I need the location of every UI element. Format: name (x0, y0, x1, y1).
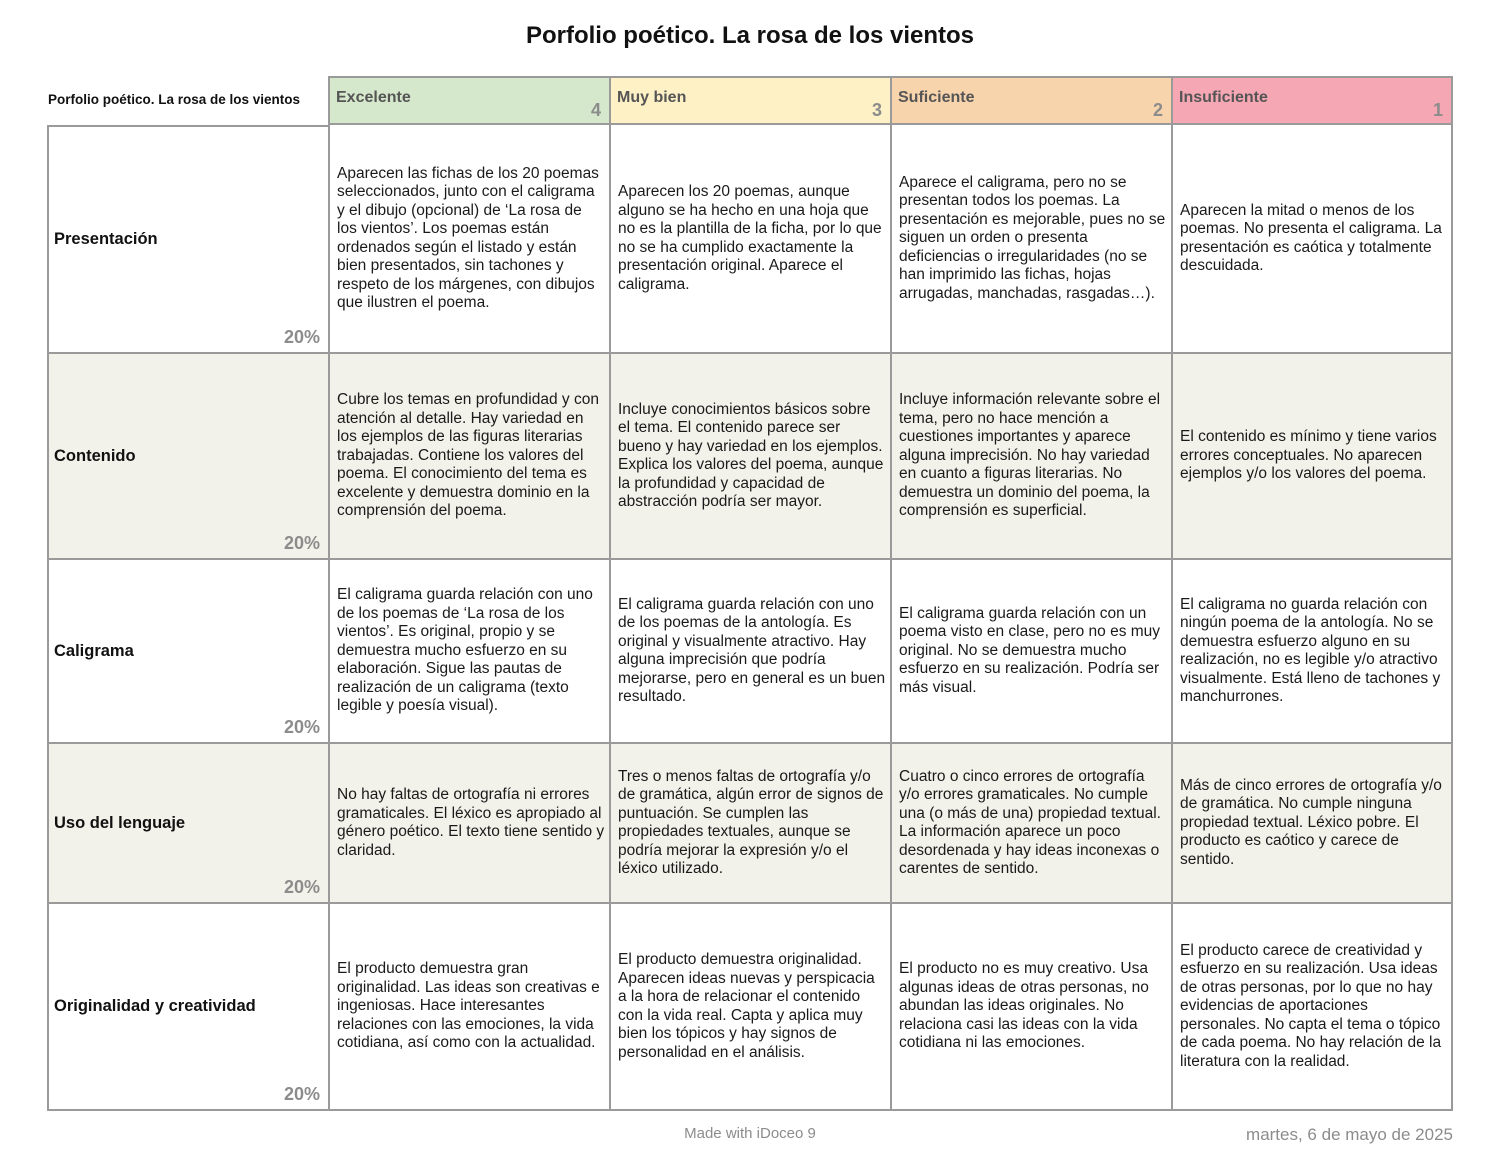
descriptor-cell (890, 744, 1171, 904)
criterion-name: Contenido (54, 446, 136, 465)
criterion-name: Originalidad y creatividad (54, 997, 256, 1015)
descriptor-cell (1171, 560, 1453, 744)
level-header-excelente (328, 76, 609, 125)
level-points: 2 (1152, 100, 1163, 120)
report-date: martes, 6 de mayo de 2025 (1246, 1125, 1453, 1144)
rubric-corner-cell (47, 76, 328, 125)
descriptor-text: Tres o menos faltas de ortografía y/o de gramática, algún error de signos de puntuación. Se cumplen las propiedades textuales, aunque se podría mejorar la expresión y/o el léxico utilizado. (618, 767, 884, 877)
descriptor-text: Incluye conocimientos básicos sobre el tema. El contenido parece ser bueno y hay variedad en los ejemplos. Explica los valores del poema, aunque la profundidad y capacidad de abstracción podría ser mayor. (618, 400, 884, 510)
page-title: Porfolio poético. La rosa de los vientos (525, 22, 975, 49)
descriptor-cell (890, 354, 1171, 560)
rubric-name-label: Porfolio poético. La rosa de los vientos (48, 92, 301, 107)
level-points: 1 (1432, 100, 1443, 120)
descriptor-text: El caligrama guarda relación con uno de los poemas de la antología. Es original y visualmente atractivo. Hay alguna imprecisión que podría mejorarse, pero en general es un buen resultado. (618, 595, 886, 705)
descriptor-text: Incluye información relevante sobre el tema, pero no hace mención a cuestiones importantes y aparece alguna imprecisión. No hay variedad en cuanto a figuras literarias. No demuestra un dominio del poema, la comprensión es superficial. (899, 391, 1161, 520)
descriptor-cell (609, 744, 890, 904)
descriptor-cell (890, 904, 1171, 1111)
criterion-presentacion (47, 125, 328, 354)
level-name: Suficiente (898, 89, 975, 106)
descriptor-text: El caligrama guarda relación con un poema visto en clase, pero no es muy original. No se demuestra mucho esfuerzo en su realización. Podría ser más visual. (899, 604, 1161, 696)
level-points: 3 (871, 100, 882, 120)
made-with-footer: Made with iDoceo 9 (684, 1125, 816, 1142)
descriptor-text: Aparecen los 20 poemas, aunque alguno se ha hecho en una hoja que no es la plantilla de la ficha, por lo que no se ha cumplido exactamente la presentación original. Aparece el caligrama. (618, 183, 882, 293)
descriptor-text: El producto no es muy creativo. Usa algunas ideas de otras personas, no abundan las ideas originales. No relaciona casi las ideas con la vida cotidiana ni las emociones. (899, 960, 1149, 1052)
descriptor-text: No hay faltas de ortografía ni errores gramaticales. El léxico es apropiado al género poético. El texto tiene sentido y claridad. (337, 786, 605, 859)
descriptor-cell (609, 354, 890, 560)
level-name: Excelente (336, 89, 411, 106)
descriptor-cell (609, 904, 890, 1111)
descriptor-text: Cubre los temas en profundidad y con atención al detalle. Hay variedad en los ejemplos de las figuras literarias trabajadas. Contiene los valores del poema. El conocimiento del tema es excelente y demuestra dominio en la comprensión del poema. (337, 391, 599, 520)
criterion-name: Presentación (54, 230, 158, 248)
level-name: Muy bien (617, 89, 687, 106)
criterion-contenido (47, 354, 328, 560)
descriptor-text: Más de cinco errores de ortografía y/o de gramática. No cumple ninguna propiedad textual. Léxico pobre. El producto es caótico y carece de sentido. (1180, 776, 1442, 868)
descriptor-cell (609, 125, 890, 354)
descriptor-text: Aparecen las fichas de los 20 poemas seleccionados, junto con el caligrama y el dibujo (opcional) de ‘La rosa de los vientos’. Los poemas están ordenados según el listado y están bien presentados, sin tachones y respeto de los márgenes, con dibujos que ilustren el poema. (337, 164, 599, 311)
criterion-name: Caligrama (54, 641, 134, 660)
descriptor-cell (1171, 125, 1453, 354)
criterion-caligrama (47, 560, 328, 744)
descriptor-cell (609, 560, 890, 744)
descriptor-cell (328, 904, 609, 1111)
level-header-insuficiente (1171, 76, 1453, 125)
descriptor-text: El caligrama no guarda relación con ningún poema de la antología. No se demuestra esfuerzo alguno en su realización, no es legible y/o atractivo visualmente. Está lleno de tachones y manchurrones. (1180, 595, 1441, 705)
descriptor-text: El caligrama guarda relación con uno de los poemas de ‘La rosa de los vientos’. Es original, propio y se demuestra mucho esfuerzo en su elaboración. Sigue las pautas de realización de un caligrama (texto legible y poesía visual). (337, 586, 593, 715)
descriptor-text: El producto demuestra gran originalidad. Las ideas son creativas e ingeniosas. Hace interesantes relaciones con las emociones, la vida cotidiana, así como con la actualidad. (337, 960, 600, 1052)
descriptor-cell (328, 744, 609, 904)
descriptor-cell (1171, 744, 1453, 904)
descriptor-cell (890, 125, 1171, 354)
criterion-weight: 20% (283, 533, 320, 553)
level-points: 4 (590, 100, 601, 120)
criterion-originalidad-y-creatividad (47, 904, 328, 1111)
criterion-weight: 20% (283, 717, 320, 737)
rubric-table (47, 76, 1453, 1111)
descriptor-text: Aparecen la mitad o menos de los poemas. No presenta el caligrama. La presentación es caótica y totalmente descuidada. (1180, 201, 1442, 274)
descriptor-cell (1171, 904, 1453, 1111)
criterion-weight: 20% (283, 327, 320, 347)
criterion-name: Uso del lenguaje (54, 813, 186, 832)
criterion-uso-del-lenguaje (47, 744, 328, 904)
descriptor-cell (1171, 354, 1453, 560)
descriptor-text: El producto carece de creatividad y esfuerzo en su realización. Usa ideas de otras personas, por lo que no hay evidencias de aportaciones personales. No capta el tema o tópico de cada poema. No hay relación de la literatura con la realidad. (1180, 941, 1442, 1070)
descriptor-text: El producto demuestra originalidad. Aparecen ideas nuevas y perspicacia a la hora de relacionar el contenido con la vida real. Capta y aplica muy bien los tópicos y hay signos de personalidad en el análisis. (618, 951, 875, 1061)
level-name: Insuficiente (1179, 89, 1268, 106)
level-header-suficiente (890, 76, 1171, 125)
level-header-muy-bien (609, 76, 890, 125)
descriptor-cell (328, 354, 609, 560)
criterion-weight: 20% (283, 1084, 320, 1104)
descriptor-cell (328, 125, 609, 354)
descriptor-text: El contenido es mínimo y tiene varios errores conceptuales. No aparecen ejemplos y/o los valores del poema. (1180, 428, 1437, 483)
descriptor-cell (890, 560, 1171, 744)
descriptor-cell (328, 560, 609, 744)
criterion-weight: 20% (283, 877, 320, 897)
descriptor-text: Cuatro o cinco errores de ortografía y/o errores gramaticales. No cumple una (o más de una) propiedad textual. La información aparece un poco desordenada y hay ideas inconexas o carentes de sentido. (899, 767, 1161, 877)
descriptor-text: Aparece el caligrama, pero no se presentan todos los poemas. La presentación es mejorable, pues no se siguen un orden o presenta deficiencias o irregularidades (no se han imprimido las fichas, hojas arrugadas, manchadas, rasgadas…). (899, 173, 1166, 302)
